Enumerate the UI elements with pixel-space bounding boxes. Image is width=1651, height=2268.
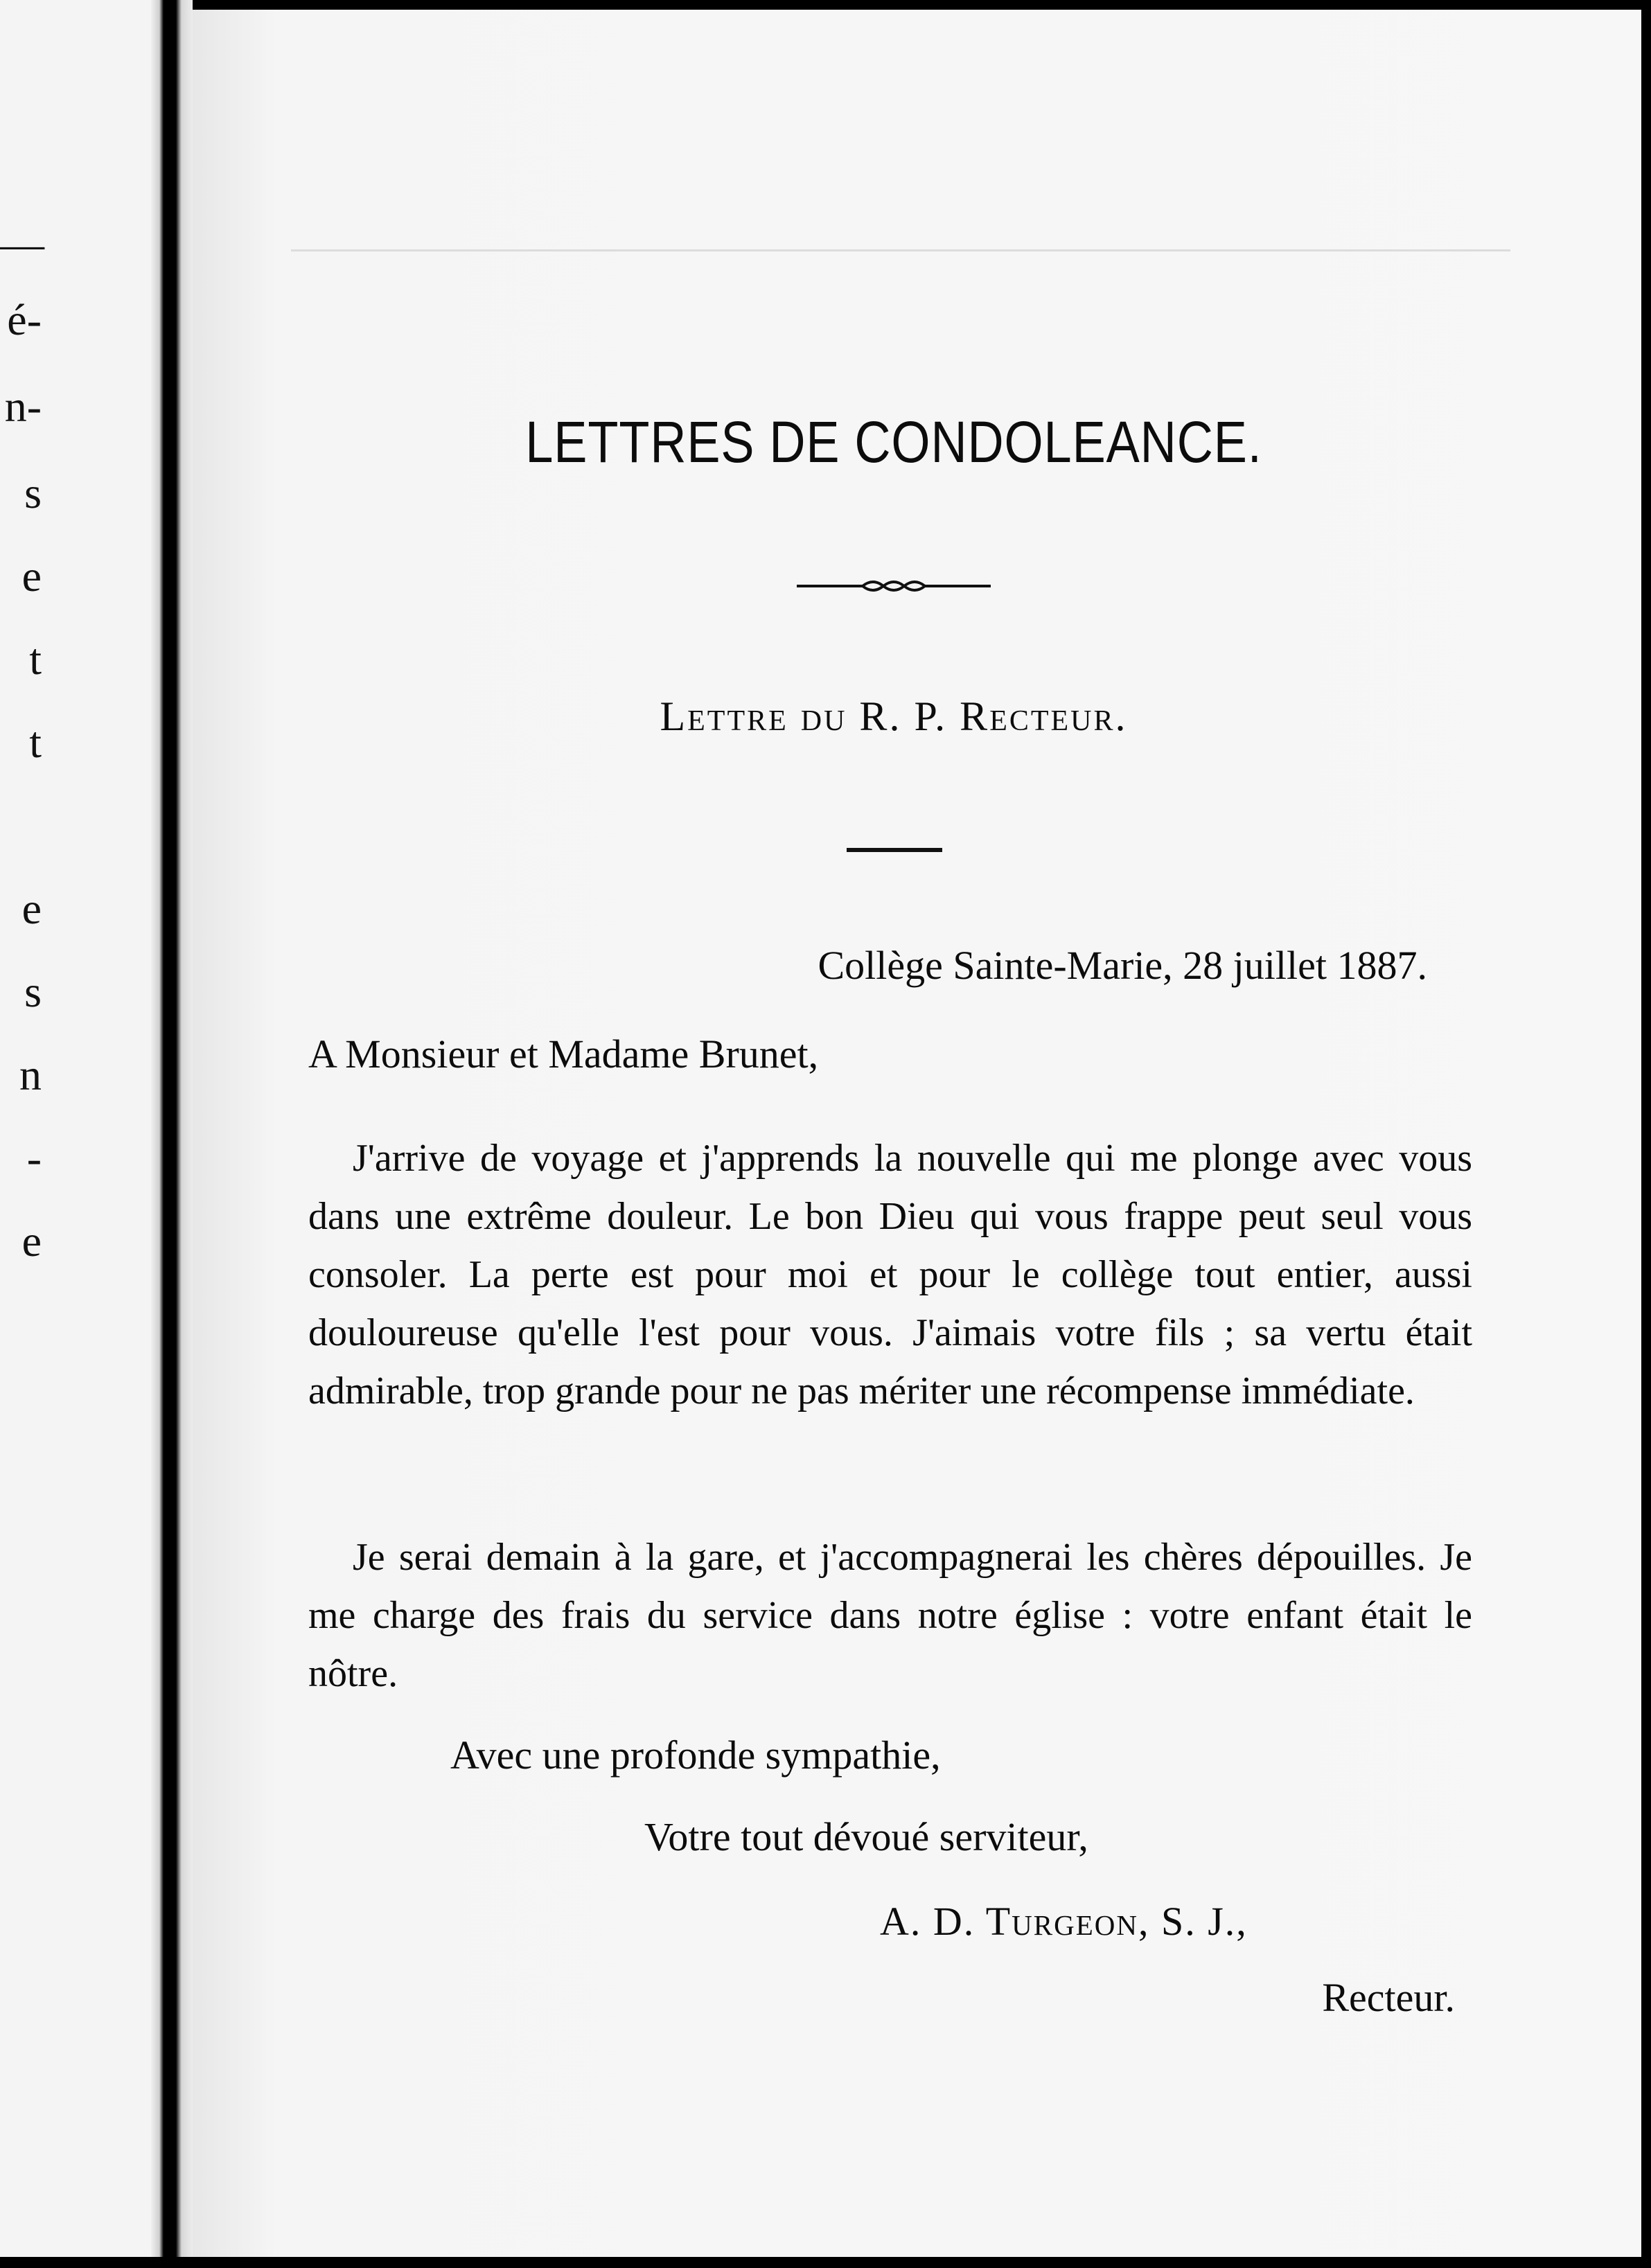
left-page-fragment: e (21, 1216, 42, 1266)
signatory-role: Recteur. (1322, 1975, 1455, 2020)
left-page-fragment: t (29, 635, 42, 684)
scan-bottom-edge (0, 2257, 1651, 2268)
page-title: LETTRES DE CONDOLEANCE. (525, 409, 1262, 475)
section-rule (847, 848, 942, 852)
closing-line: Avec une profonde sympathie, (450, 1733, 941, 1778)
salutation: A Monsieur et Madame Brunet, (308, 1031, 819, 1077)
signature-name: A. D. Turgeon, S. J., (880, 1899, 1248, 1944)
left-page-fragment: - (26, 1133, 42, 1182)
letter-paragraph: J'arrive de voyage et j'apprends la nouvelle qui me plonge avec vous dans une extrême douleur. Le bon Dieu qui vous frappe peut seul vous consoler. La perte est pour moi et pour le collège tout entier, aussi douloureuse qu'elle l'est pour vous. J'aimais votre fils ; sa vertu était admirable, trop grande pour ne pas mériter une récompense immédiate. (308, 1137, 1472, 1412)
left-page-fragment: t (29, 718, 42, 767)
signature (880, 1898, 1248, 1944)
show-through-rule (291, 249, 1510, 251)
letter-heading-text: Lettre du R. P. Recteur. (660, 693, 1128, 739)
left-page-fragment: — (0, 219, 44, 268)
book-gutter (151, 0, 193, 2268)
left-page-fragment: e (21, 551, 42, 601)
left-page-fragment: é- (7, 295, 42, 344)
scan-right-edge (1641, 0, 1651, 2268)
letter-heading (416, 693, 1372, 741)
dateline: Collège Sainte-Marie, 28 juillet 1887. (818, 943, 1427, 988)
left-page-fragment: s (24, 468, 42, 517)
left-page-fragment: n- (4, 382, 42, 431)
left-page-fragment: n (19, 1050, 42, 1099)
left-page-fragment: e (21, 884, 42, 933)
left-facing-page (0, 0, 151, 2268)
left-page-fragment: s (24, 967, 42, 1016)
letter-paragraph: Je serai demain à la gare, et j'accompagnerai les chères dépouilles. Je me charge des frais du service dans notre église : votre enfant était le nôtre. (308, 1536, 1472, 1695)
ornament-divider-icon (797, 572, 991, 600)
scan-top-edge (193, 0, 1651, 10)
signoff-line: Votre tout dévoué serviteur, (644, 1814, 1088, 1859)
